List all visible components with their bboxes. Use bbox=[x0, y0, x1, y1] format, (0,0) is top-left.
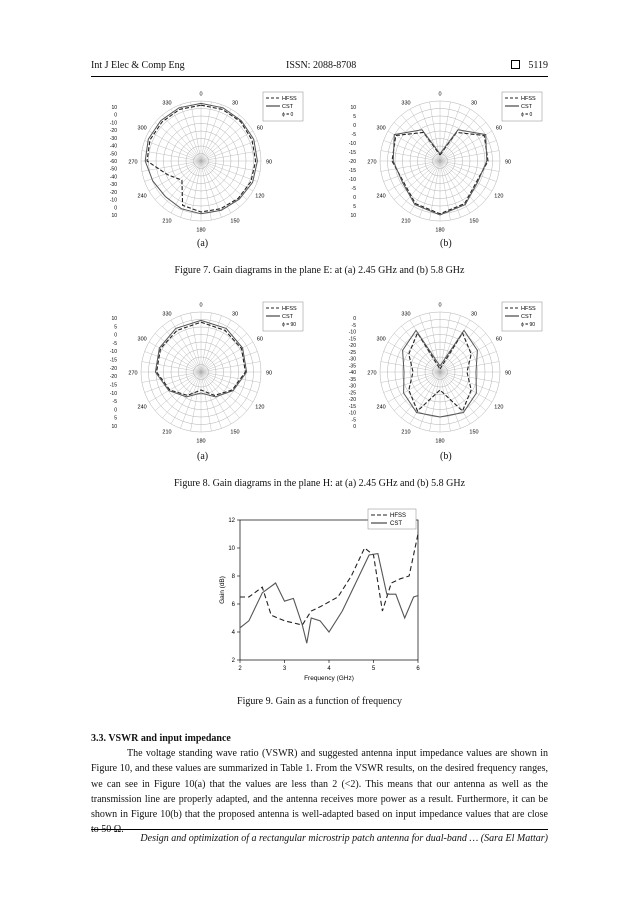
fig7b-angle-label: 120 bbox=[494, 193, 504, 200]
fig8a-legend-label: HFSS bbox=[282, 306, 297, 312]
fig8b-radial-label: -20 bbox=[348, 343, 356, 349]
fig7b-radial-label: 0 bbox=[353, 195, 356, 201]
fig8a-angle-label: 0 bbox=[199, 302, 203, 309]
fig8b-radial-label: -25 bbox=[348, 390, 356, 397]
fig8b-radial-label: -40 bbox=[348, 370, 356, 376]
fig7b-radial-label: 5 bbox=[353, 204, 356, 210]
fig7b-polar-plot bbox=[330, 86, 550, 236]
fig8a-legend-label: CST bbox=[282, 314, 293, 320]
fig7a-radial-label: -40 bbox=[109, 174, 117, 181]
fig7b-angle-label: 30 bbox=[470, 100, 478, 107]
fig7a-radial-label: -30 bbox=[109, 182, 117, 189]
fig7b-radial-label: 5 bbox=[353, 114, 356, 120]
fig7a-annotation: ϕ = 0 bbox=[282, 112, 294, 118]
fig8-sub-a: (a) bbox=[197, 451, 209, 462]
fig7a-radial-label: -10 bbox=[109, 197, 117, 204]
checkbox-glyph-icon bbox=[511, 60, 520, 69]
fig8b-radial-label: 0 bbox=[353, 424, 356, 430]
fig8b-radial-label: -20 bbox=[348, 397, 356, 403]
fig9-x-tick-label: 6 bbox=[416, 666, 420, 672]
journal-name: Int J Elec & Comp Eng bbox=[91, 60, 185, 71]
fig8b-radial-label: -10 bbox=[348, 410, 356, 417]
fig7a-angle-label: 150 bbox=[230, 218, 240, 225]
fig7a-angle-label: 60 bbox=[256, 125, 263, 132]
fig7a-angle-label: 300 bbox=[137, 125, 147, 132]
fig7a-radial-label: -10 bbox=[109, 120, 117, 127]
fig7b-radial-label: -5 bbox=[351, 132, 356, 138]
fig7a-radial-label: 10 bbox=[111, 105, 117, 111]
fig8b-angle-label: 270 bbox=[367, 370, 377, 377]
fig8a-radial-label: 5 bbox=[114, 415, 117, 422]
fig9-legend-label: HFSS bbox=[390, 513, 407, 519]
fig7b-angle-label: 300 bbox=[376, 125, 386, 132]
fig8b-radial-label: -30 bbox=[348, 383, 356, 390]
fig7b-angle-label: 90 bbox=[504, 159, 512, 166]
fig9-series-hfss bbox=[240, 534, 418, 625]
fig7a-radial-label: -50 bbox=[109, 166, 117, 173]
fig8b-polar-plot bbox=[330, 296, 550, 448]
fig7b-angle-label: 330 bbox=[401, 100, 411, 107]
fig8a-angle-label: 300 bbox=[137, 336, 147, 343]
fig8b-angle-label: 180 bbox=[435, 438, 445, 445]
fig8b-radial-label: -30 bbox=[348, 356, 356, 363]
fig7b-angle-label: 0 bbox=[438, 91, 442, 98]
fig9-x-tick-label: 3 bbox=[282, 666, 287, 672]
fig8b-angle-label: 90 bbox=[504, 370, 512, 377]
fig8a-radial-label: -5 bbox=[112, 399, 117, 406]
fig8a-radial-label: 10 bbox=[111, 424, 117, 430]
section-heading: 3.3. VSWR and input impedance bbox=[91, 733, 231, 744]
fig8b-legend-label: CST bbox=[521, 314, 532, 320]
fig9-caption: Figure 9. Gain as a function of frequency bbox=[237, 696, 402, 707]
fig7a-radial-label: -60 bbox=[109, 159, 117, 165]
body-paragraph: The voltage standing wave ratio (VSWR) and suggested antenna input impedance values are shown in Figure 10, and these values are summarized in Table 1. From the VSWR results, on the desired frequency ranges, we can see in Figure 10(a) that the values are less than 2 (<2). This means that our antenna as well as the transmission line are properly adapted, and the antenna receives more power as a result. Furthermore, it can be shown in Figure 10(b) that the proposed antenna is well-adapted based on input impedance values that are close bbox=[91, 748, 548, 821]
fig8b-angle-label: 330 bbox=[401, 311, 411, 318]
fig7a-radial-label: 0 bbox=[114, 112, 117, 119]
fig7b-angle-label: 240 bbox=[376, 193, 386, 200]
fig7b-angle-label: 180 bbox=[435, 227, 445, 234]
page-number-wrap bbox=[511, 60, 548, 71]
section-body bbox=[91, 746, 548, 838]
fig8a-radial-label: -10 bbox=[109, 349, 117, 356]
fig7a-radial-label: -30 bbox=[109, 135, 117, 142]
fig9-y-axis-label: Gain (dB) bbox=[219, 576, 226, 604]
header-rule bbox=[91, 76, 548, 77]
fig8a-radial-label: -20 bbox=[109, 374, 117, 381]
fig9-x-axis-label: Frequency (GHz) bbox=[304, 675, 354, 682]
fig9-x-tick-label: 2 bbox=[238, 666, 242, 672]
fig7b-radial-label: 10 bbox=[350, 105, 356, 111]
fig7a-radial-label: 0 bbox=[114, 205, 117, 212]
fig7a-radial-label: -50 bbox=[109, 151, 117, 158]
fig8a-angle-label: 180 bbox=[196, 438, 206, 445]
fig9-y-tick-label: 6 bbox=[231, 602, 235, 608]
fig8b-angle-label: 30 bbox=[470, 311, 478, 318]
fig9-x-tick-label: 5 bbox=[371, 666, 376, 672]
fig8a-radial-label: -10 bbox=[109, 390, 117, 397]
running-header bbox=[91, 60, 548, 74]
fig8b-angle-label: 0 bbox=[438, 302, 442, 309]
fig8b-radial-label: -5 bbox=[351, 417, 356, 424]
fig9-y-tick-label: 8 bbox=[231, 574, 235, 580]
fig7-sub-a: (a) bbox=[197, 238, 209, 249]
fig8a-polar-plot bbox=[91, 296, 321, 448]
fig8b-radial-label: -35 bbox=[348, 363, 356, 370]
fig7b-radial-label: 10 bbox=[350, 213, 356, 219]
fig8b-angle-label: 300 bbox=[376, 336, 386, 343]
fig7b-radial-label: -20 bbox=[348, 159, 356, 165]
fig7b-angle-label: 210 bbox=[401, 218, 411, 225]
footer-text: Design and optimization of a rectangular microstrip patch antenna for dual-band … (Sara El Mattar) bbox=[140, 833, 548, 844]
fig8a-radial-label: -15 bbox=[109, 382, 117, 389]
fig9-series-cst bbox=[240, 554, 418, 644]
footer-rule bbox=[91, 829, 548, 830]
issn: ISSN: 2088-8708 bbox=[286, 60, 357, 71]
fig7a-angle-label: 120 bbox=[255, 193, 265, 200]
fig8b-angle-label: 120 bbox=[494, 404, 504, 411]
fig7a-angle-label: 210 bbox=[162, 218, 172, 225]
fig8b-angle-label: 150 bbox=[469, 429, 479, 436]
fig7a-legend-label: HFSS bbox=[282, 96, 297, 102]
fig7b-radial-label: -10 bbox=[348, 177, 356, 183]
fig8-caption: Figure 8. Gain diagrams in the plane H: at (a) 2.45 GHz and (b) 5.8 GHz bbox=[173, 478, 466, 489]
fig7a-radial-label: 10 bbox=[111, 213, 117, 219]
fig8a-angle-label: 330 bbox=[162, 311, 172, 318]
fig8a-angle-label: 150 bbox=[230, 429, 240, 436]
fig9-y-tick-label: 2 bbox=[231, 658, 235, 664]
fig8-sub-b: (b) bbox=[440, 451, 452, 462]
fig8a-radial-label: 0 bbox=[114, 407, 117, 414]
fig9-line-chart bbox=[210, 508, 440, 688]
fig8b-radial-label: -15 bbox=[348, 403, 356, 410]
fig7a-angle-label: 330 bbox=[162, 100, 172, 107]
fig7a-angle-label: 180 bbox=[196, 227, 206, 234]
fig8b-radial-label: 0 bbox=[353, 316, 356, 322]
fig7a-radial-label: -40 bbox=[109, 143, 117, 150]
fig9-y-tick-label: 10 bbox=[228, 546, 235, 552]
fig8a-radial-label: -20 bbox=[109, 365, 117, 372]
fig8a-radial-label: 10 bbox=[111, 316, 117, 322]
fig7a-polar-plot bbox=[91, 86, 321, 236]
fig8b-angle-label: 210 bbox=[401, 429, 411, 436]
fig7a-angle-label: 240 bbox=[137, 193, 147, 200]
fig8a-angle-label: 30 bbox=[231, 311, 239, 318]
fig7b-radial-label: -5 bbox=[351, 186, 356, 192]
fig7b-angle-label: 60 bbox=[495, 125, 502, 132]
fig8a-angle-label: 270 bbox=[128, 370, 138, 377]
fig7-sub-b: (b) bbox=[440, 238, 452, 249]
fig8a-angle-label: 90 bbox=[265, 370, 273, 377]
fig7b-radial-label: 0 bbox=[353, 123, 356, 129]
fig7b-radial-label: -10 bbox=[348, 141, 356, 147]
fig7a-angle-label: 270 bbox=[128, 159, 138, 166]
fig8a-angle-label: 60 bbox=[256, 336, 263, 343]
fig7b-radial-label: -15 bbox=[348, 168, 356, 174]
fig8a-annotation: ϕ = 90 bbox=[282, 322, 297, 328]
fig8a-radial-label: -15 bbox=[109, 357, 117, 364]
fig8b-radial-label: -5 bbox=[351, 322, 356, 329]
fig9-legend-label: CST bbox=[390, 521, 402, 527]
fig7a-angle-label: 0 bbox=[199, 91, 203, 98]
fig8a-angle-label: 210 bbox=[162, 429, 172, 436]
fig9-x-tick-label: 4 bbox=[327, 666, 331, 672]
fig7b-radial-label: -15 bbox=[348, 150, 356, 156]
fig8b-angle-label: 240 bbox=[376, 404, 386, 411]
fig8b-annotation: ϕ = 90 bbox=[521, 322, 536, 328]
fig7b-legend-label: CST bbox=[521, 104, 532, 110]
fig7a-angle-label: 30 bbox=[231, 100, 239, 107]
fig7b-legend-label: HFSS bbox=[521, 96, 536, 102]
fig7b-angle-label: 150 bbox=[469, 218, 479, 225]
fig8a-radial-label: 5 bbox=[114, 324, 117, 331]
fig8b-angle-label: 60 bbox=[495, 336, 502, 343]
fig7-caption: Figure 7. Gain diagrams in the plane E: at (a) 2.45 GHz and (b) 5.8 GHz bbox=[174, 265, 465, 276]
fig8b-legend-label: HFSS bbox=[521, 306, 536, 312]
fig7b-annotation: ϕ = 0 bbox=[521, 112, 533, 118]
fig7a-angle-label: 90 bbox=[265, 159, 273, 166]
fig8a-radial-label: -5 bbox=[112, 340, 117, 347]
fig8a-angle-label: 240 bbox=[137, 404, 147, 411]
fig9-y-tick-label: 4 bbox=[231, 630, 235, 636]
fig8a-radial-label: 0 bbox=[114, 332, 117, 339]
fig8b-radial-label: -15 bbox=[348, 336, 356, 343]
fig8a-angle-label: 120 bbox=[255, 404, 265, 411]
fig9-y-tick-label: 12 bbox=[228, 518, 235, 524]
fig8b-radial-label: -35 bbox=[348, 376, 356, 383]
fig7a-radial-label: -20 bbox=[109, 189, 117, 196]
fig7a-radial-label: -20 bbox=[109, 128, 117, 135]
fig7b-angle-label: 270 bbox=[367, 159, 377, 166]
page-number: 5119 bbox=[528, 60, 548, 71]
fig8b-radial-label: -10 bbox=[348, 329, 356, 336]
fig7a-legend-label: CST bbox=[282, 104, 293, 110]
fig8b-radial-label: -25 bbox=[348, 349, 356, 356]
